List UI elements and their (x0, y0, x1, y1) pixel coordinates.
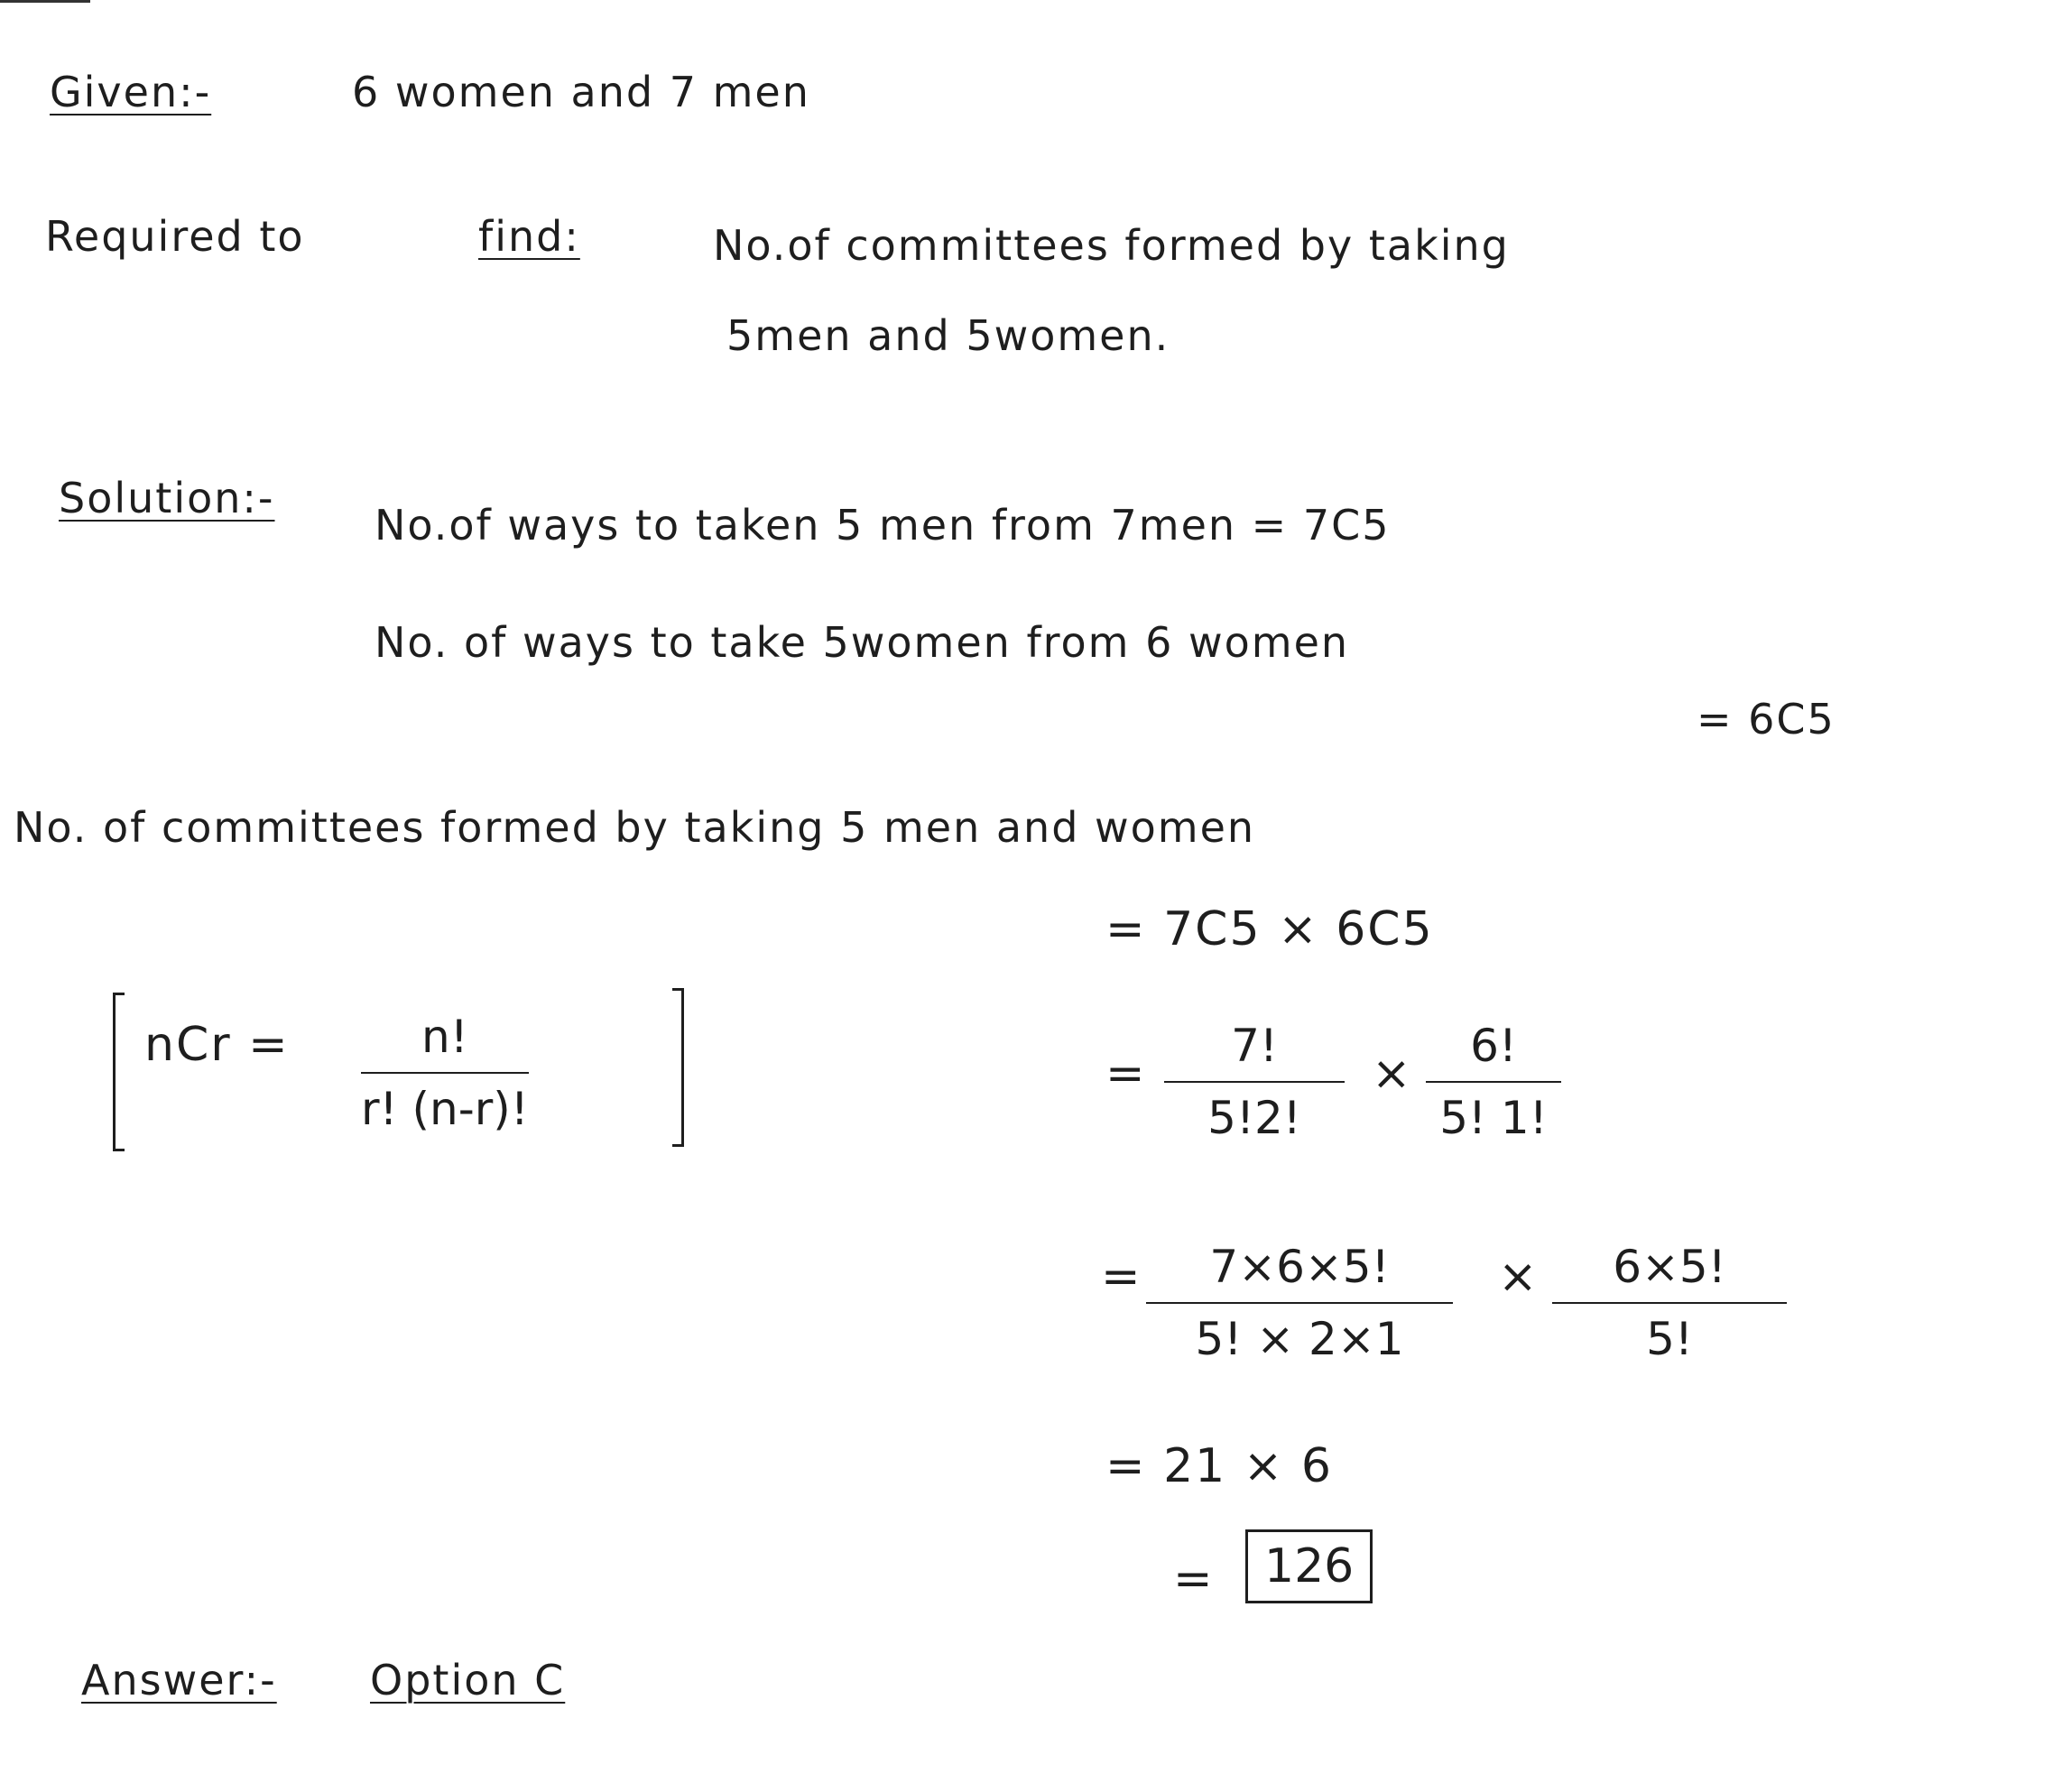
step2-denominator1: 5!2! (1207, 1092, 1301, 1144)
required-label: Required to (45, 212, 305, 261)
step2-denominator2: 5! 1! (1439, 1092, 1548, 1144)
solution-line2: No. of ways to take 5women from 6 women (375, 618, 1350, 667)
step2-fraction1 (1164, 1020, 1345, 1144)
required-text-line1: No.of committees formed by taking (713, 221, 1510, 270)
step2-numerator1: 7! (1231, 1020, 1278, 1072)
step3-bar1 (1146, 1302, 1453, 1304)
step3-bar2 (1552, 1302, 1787, 1304)
result-box: 126 (1245, 1529, 1373, 1603)
step2-numerator2: 6! (1470, 1020, 1517, 1072)
step3-numerator2: 6×5! (1613, 1241, 1726, 1293)
committees-line: No. of committees formed by taking 5 men and women (14, 803, 1256, 852)
answer-label: Answer:- (81, 1656, 277, 1704)
step4: = 21 × 6 (1105, 1439, 1333, 1493)
formula-left-bracket (113, 993, 125, 1151)
step3-denominator1: 5! × 2×1 (1195, 1313, 1404, 1365)
given-label: Given:- (50, 68, 212, 116)
step2-times: × (1372, 1047, 1413, 1101)
step2-equals: = (1105, 1047, 1147, 1101)
step3-numerator1: 7×6×5! (1209, 1241, 1390, 1293)
formula-right-bracket (672, 988, 684, 1147)
step2-bar2 (1426, 1081, 1561, 1083)
step5-equals: = (1173, 1552, 1215, 1606)
step3-equals: = (1101, 1250, 1142, 1304)
formula-denominator: r! (n-r)! (361, 1083, 529, 1135)
step3-times: × (1498, 1250, 1540, 1304)
formula-fraction-bar (361, 1072, 529, 1074)
solution-line1: No.of ways to taken 5 men from 7men = 7C5 (375, 501, 1391, 550)
solution-line3: = 6C5 (1697, 695, 1836, 744)
required-find-label: find: (478, 212, 580, 261)
step2-fraction2 (1426, 1020, 1561, 1144)
given-text: 6 women and 7 men (352, 68, 810, 116)
step1: = 7C5 × 6C5 (1105, 902, 1434, 956)
step3-fraction1 (1146, 1241, 1453, 1365)
formula-numerator: n! (421, 1011, 468, 1063)
required-text-line2: 5men and 5women. (726, 311, 1170, 360)
formula-fraction (361, 1011, 529, 1135)
formula-lhs: nCr = (144, 1018, 290, 1072)
top-edge-line (0, 0, 90, 3)
step3-denominator2: 5! (1646, 1313, 1693, 1365)
step2-bar1 (1164, 1081, 1345, 1083)
step3-fraction2 (1552, 1241, 1787, 1365)
solution-label: Solution:- (59, 474, 275, 522)
answer-value: Option C (370, 1656, 566, 1704)
